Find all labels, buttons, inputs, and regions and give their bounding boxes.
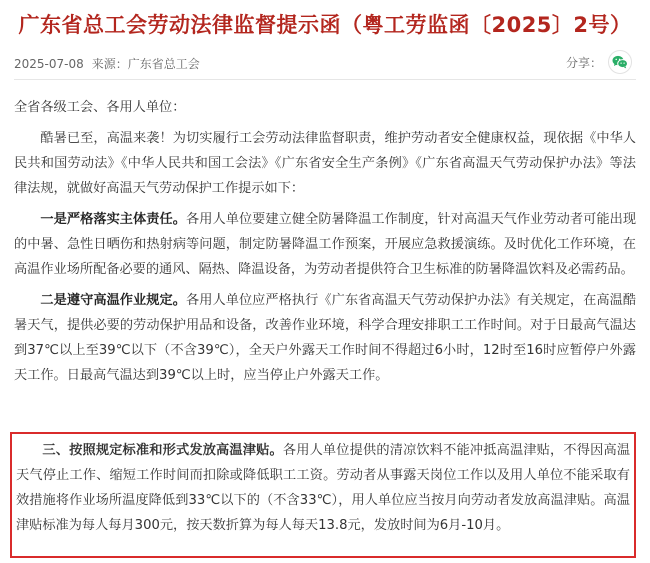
point-three-heading: 三、按照规定标准和形式发放高温津贴。 [42,443,283,458]
salutation: 全省各级工会、各用人单位： [14,100,186,115]
wechat-share-button[interactable] [608,50,632,74]
point-three [16,438,630,538]
article-meta [14,55,200,72]
header-divider [14,79,636,80]
wechat-icon [612,55,628,69]
point-one-heading: 一是严格落实主体责任。 [40,212,186,227]
point-three-body: 各用人单位提供的清凉饮料不能冲抵高温津贴，不得因高温天气停止工作、缩短工作时间而扣除或降低职工工资。劳动者从事露天岗位工作以及用人单位不能采取有效措施将作业场所温度降低到33℃以下的（不含33℃），用人单位应当按月向劳动者发放高温津贴。高温津贴标准为每人每月300元，按天数折算为每人每天13.8元，发放时间为6月-10月。 [16,443,631,533]
point-two-body: 各用人单位应严格执行《广东省高温天气劳动保护办法》有关规定，在高温酷暑天气，提供必要的劳动保护用品和设备，改善作业环境，科学合理安排职工工作时间。对于日最高气温达到37℃以上至39℃以下（不含39℃），全天户外露天工作时间不得超过6小时，12时至16时应暂停户外露天工作。日最高气温达到39℃以上时，应当停止户外露天工作。 [14,293,637,383]
source-name: 广东省总工会 [127,57,200,71]
highlighted-point-three [10,432,636,558]
publish-date: 2025-07-08 [14,57,84,71]
share-label: 分享： [565,55,602,70]
point-one-body: 各用人单位要建立健全防暑降温工作制度，针对高温天气作业劳动者可能出现的中暑、急性日晒伤和热射病等问题，制定防暑降温工作预案，开展应急救援演练。及时优化工作环境，在高温作业场所配备必要的通风、隔热、降温设备，为劳动者提供符合卫生标准的防暑降温饮料及必需药品。 [14,212,637,277]
share-bar [566,50,632,74]
point-one [14,207,636,282]
article-body [14,95,636,394]
page-title: 广东省总工会劳动法律监督提示函（粤工劳监函〔2025〕2号） [18,13,632,37]
point-two [14,288,636,388]
point-two-heading: 二是遵守高温作业规定。 [40,293,186,308]
source-label: 来源： [91,57,128,71]
intro-paragraph: 酷暑已至，高温来袭！为切实履行工会劳动法律监督职责，维护劳动者安全健康权益，现依据《中华人民共和国劳动法》《中华人民共和国工会法》《广东省安全生产条例》《广东省高温天气劳动保护办法》等法律法规，就做好高温天气劳动保护工作提示如下： [14,131,636,196]
